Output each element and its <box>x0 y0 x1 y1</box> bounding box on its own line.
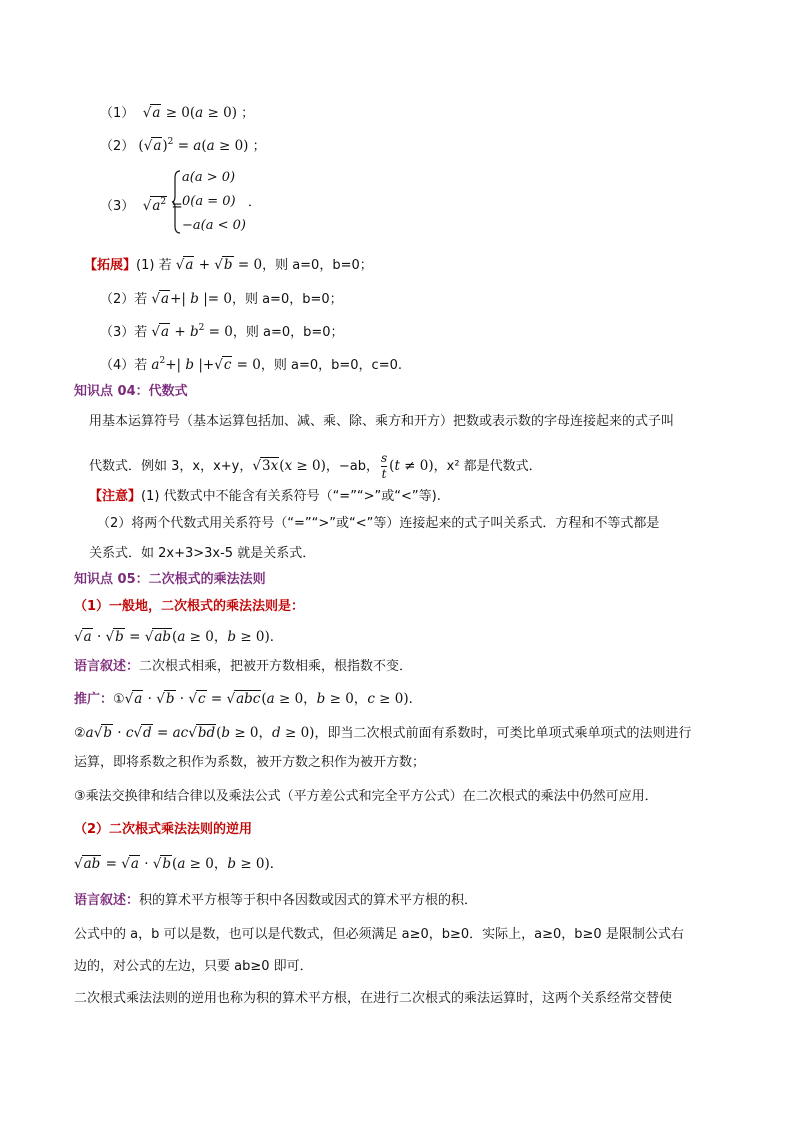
item-number: （4）若 <box>100 358 148 373</box>
formula: $(√a)^2 = a(a \ge 0)$ <box>138 137 249 154</box>
subheading-1: （1）一般地，二次根式的乘法法则是： <box>74 599 305 614</box>
formula: a√b · c√d = ac√bd(b ≥ 0，d ≥ 0) <box>85 725 315 741</box>
circled-number: ② <box>74 726 86 741</box>
case-positive: a(a > 0) <box>182 170 236 185</box>
text: (1) 代数式中不能含有关系符号（“=”“>”或“<”等). <box>141 489 441 504</box>
line-tail: ． <box>248 195 262 210</box>
section-heading-04: 知识点 04：代数式 <box>74 384 188 399</box>
property-line-2 <box>100 137 266 154</box>
line-tail: ，则 a=0，b=0，c=0. <box>260 358 402 373</box>
text: ，x² 都是代数式． <box>433 459 542 475</box>
paragraph-line: 用基本运算符号（基本运算包括加、减、乘、除、乘方和开方）把数或表示数的字母连接起来的式子叫 <box>89 414 675 429</box>
line-tail: ，则 a=0，b=0； <box>262 258 373 273</box>
line-tail: ； <box>252 139 266 154</box>
text: ① <box>113 692 125 707</box>
item-number: （3）若 <box>100 325 148 340</box>
product-rule-formula: √a · √b = √ab(a ≥ 0，b ≥ 0)． <box>74 629 284 645</box>
formula: √a ≥ 0(a ≥ 0) <box>138 105 237 121</box>
property-line-1 <box>100 104 254 121</box>
formula: √a+| b |= 0 <box>151 291 232 307</box>
note-line-2: （2）将两个代数式用关系符号（“=”“>”或“<”等）连接起来的式子叫关系式．方程和不等式都是 <box>97 516 660 531</box>
paragraph-line: 公式中的 a，b 可以是数，也可以是代数式，但必须满足 a≥0，b≥0．实际上，a≥0，b≥0 是限制公式右 <box>74 927 684 942</box>
formula: √a · √b · √c = √abc(a ≥ 0，b ≥ 0，c ≥ 0)． <box>124 691 423 707</box>
line-tail: ，则 a=0，b=0； <box>232 325 344 340</box>
paragraph-line <box>89 452 542 481</box>
item-number: (1) 若 <box>136 258 172 273</box>
text: ，−ab， <box>325 459 379 475</box>
extension-line-1 <box>84 256 373 273</box>
cases-brace <box>171 170 181 234</box>
case-zero: 0(a = 0) <box>182 194 236 209</box>
item-number: （1） <box>100 106 135 121</box>
note-line-3: 关系式．如 2x+3>3x-5 就是关系式． <box>89 546 316 561</box>
case-negative: −a(a < 0) <box>182 218 246 233</box>
formula: √a + √b = 0 <box>175 257 263 273</box>
label: 推广： <box>74 692 114 707</box>
line-tail: ； <box>241 106 255 121</box>
formula-lhs: $√a^2$ = <box>138 197 183 214</box>
language-description-1 <box>74 660 412 673</box>
text: 积的算术平方根等于积中各因数或因式的算术平方根的积． <box>139 893 478 908</box>
note-tag: 【注意】 <box>89 489 142 504</box>
section-heading-05: 知识点 05：二次根式的乘法法则 <box>74 572 266 587</box>
fraction-s-over-t: $\frac{s}{t}$ <box>381 451 388 482</box>
label: 语言叙述： <box>74 659 140 674</box>
extension-line-4 <box>100 356 402 373</box>
rule-item-3: ③乘法交换律和结合律以及乘法公式（平方差公式和完全平方公式）在二次根式的乘法中仍然可应用． <box>74 789 658 804</box>
item-number: （3） <box>100 199 135 214</box>
language-description-2 <box>74 894 477 907</box>
item-number: （2）若 <box>100 292 148 307</box>
extension-line-3 <box>100 323 344 340</box>
extension-tag: 【拓展】 <box>84 258 137 273</box>
text: ，即当二次根式前面有系数时，可类比单项式乘单项式的法则进行 <box>314 726 692 741</box>
extension-line-2 <box>100 290 343 307</box>
line-tail: ，则 a=0，b=0； <box>231 292 343 307</box>
formula: √3x(x ≥ 0) <box>252 458 326 475</box>
generalization-line <box>74 690 422 707</box>
note-line-1 <box>89 490 441 503</box>
text: 代数式．例如 3，x，x+y， <box>89 459 253 475</box>
label: 语言叙述： <box>74 893 140 908</box>
paragraph-line: 二次根式乘法法则的逆用也称为积的算术平方根，在进行二次根式的乘法运算时，这两个关系经常交替使 <box>74 991 673 1006</box>
formula: $a^2+|$ b |+√c = 0 <box>151 356 261 373</box>
subheading-2: （2）二次根式乘法法则的逆用 <box>74 822 253 837</box>
text: 二次根式相乘，把被开方数相乘，根指数不变． <box>139 659 413 674</box>
item-number: （2） <box>100 139 135 154</box>
paragraph-line: 边的，对公式的左边，只要 ab≥0 即可． <box>74 959 313 974</box>
rule-item-2 <box>74 724 691 741</box>
inverse-rule-formula: √ab = √a · √b(a ≥ 0，b ≥ 0)． <box>74 856 284 872</box>
rule-item-2-cont: 运算，即将系数之积作为系数，被开方数之积作为被开方数； <box>74 755 426 770</box>
formula: (t ≠ 0) <box>389 458 434 475</box>
formula: $√a + b^2 = 0$ <box>151 323 233 340</box>
